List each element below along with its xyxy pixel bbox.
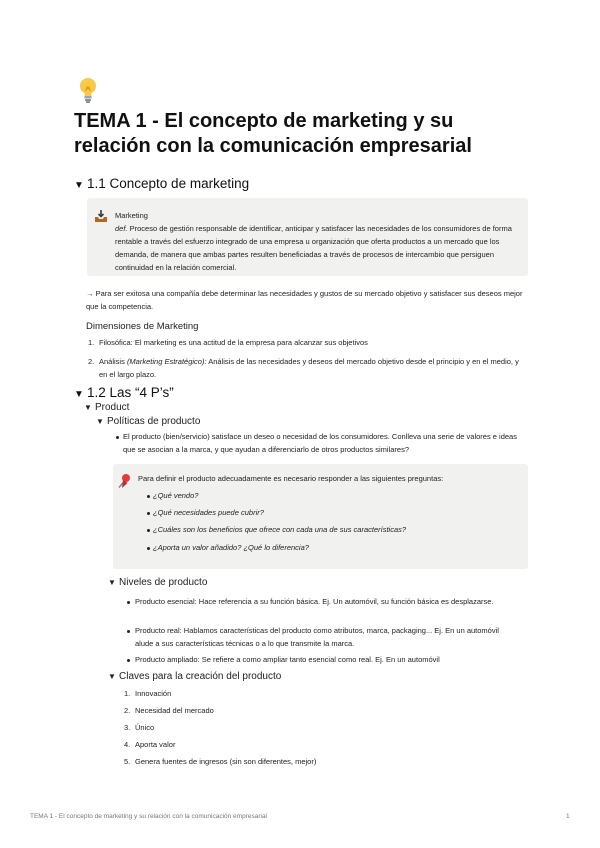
question-text: ¿Aporta un valor añadido? ¿Qué lo diferencia? (153, 543, 309, 552)
definition-text: Proceso de gestión responsable de identificar, anticipar y satisfacer las necesidades de los consumidores de forma rentable a través del esfuerzo integrado de una empresa u organización que oferta productos a un mercado que los demanda, de manera que ambas partes resulten beneficiadas a través de procesos de intercambio que persiguen continuidad en la relación comercial. (115, 224, 512, 272)
inbox-tray-icon (94, 209, 108, 223)
definition-label: def. (115, 224, 128, 233)
triangle-down-icon[interactable]: ▼ (74, 180, 84, 191)
toggle-niveles[interactable] (108, 577, 207, 588)
clave-item: Necesidad del mercado (135, 706, 214, 715)
triangle-down-icon[interactable]: ▼ (84, 403, 92, 412)
bullet-dot (127, 601, 130, 604)
success-paragraph: → Para ser exitosa una compañía debe determinar las necesidades y gustos de su mercado objetivo y satisfacer sus deseos mejor que la competencia. (86, 289, 523, 311)
toggle-niveles-label: Niveles de producto (119, 577, 208, 588)
nivel-item: Producto real: Hablamos características del producto como atributos, marca, packaging... Ej. En un automóvil alude a sus características técnicas o a lo que transmite la marca. (135, 626, 499, 648)
toggle-claves[interactable] (108, 671, 281, 682)
clave-number: 3. (124, 723, 131, 732)
dimensiones-heading: Dimensiones de Marketing (86, 321, 199, 332)
questions-callout (113, 464, 528, 569)
toggle-claves-label: Claves para la creación del producto (119, 671, 282, 682)
question-item (153, 542, 309, 555)
bullet-dot (127, 659, 130, 662)
nivel-item: Producto esencial: Hace referencia a su función básica. Ej. Un automóvil, su función básica es desplazarse. (135, 597, 494, 606)
lightbulb-icon (75, 76, 101, 104)
page-number: 1 (566, 813, 570, 820)
triangle-down-icon[interactable]: ▼ (74, 389, 84, 400)
question-item (153, 524, 406, 537)
clave-number: 4. (124, 740, 131, 749)
pushpin-icon (118, 473, 132, 489)
clave-number: 1. (124, 689, 131, 698)
dimension-text: Análisis de las necesidades y deseos del mercado objetivo desde el principio y en el medio, y en el largo plazo. (99, 357, 519, 379)
question-text: ¿Qué vendo? (153, 491, 199, 500)
toggle-product-label: Product (95, 402, 130, 413)
section-heading-1-2-label: 1.2 Las “4 P’s” (87, 385, 174, 400)
dimension-number: 2. (88, 357, 95, 366)
bullet-dot (147, 529, 150, 532)
question-item (153, 507, 264, 520)
callout-intro: Para definir el producto adecuadamente es necesario responder a las siguientes preguntas: (138, 474, 444, 483)
clave-number: 2. (124, 706, 131, 715)
politicas-bullet: El producto (bien/servicio) satisface un deseo o necesidad de los consumidores. Conlleva una serie de valores e ideas que se asocian a la marca, y que ayudan a diferenciarlo de otros productos similares? (123, 432, 517, 454)
triangle-down-icon[interactable]: ▼ (108, 578, 116, 587)
dimension-text: El marketing es una actitud de la empresa para alcanzar sus objetivos (132, 338, 368, 347)
dimension-item (99, 337, 529, 350)
dimension-item (99, 356, 527, 381)
clave-item: Genera fuentes de ingresos (sin son diferentes, mejor) (135, 757, 317, 766)
question-text: ¿Qué necesidades puede cubrir? (153, 508, 264, 517)
question-text: ¿Cuáles son los beneficios que ofrece con cada una de sus características? (153, 525, 407, 534)
section-heading-1-1[interactable] (74, 176, 249, 191)
clave-item: Aporta valor (135, 740, 176, 749)
bullet-dot (147, 547, 150, 550)
section-heading-1-2[interactable] (74, 385, 174, 400)
bullet-dot (147, 512, 150, 515)
dimension-number: 1. (88, 338, 95, 347)
bullet-dot (116, 436, 119, 439)
page-title: TEMA 1 - El concepto de marketing y su relación con la comunicación empresarial (74, 110, 472, 157)
clave-number: 5. (124, 757, 131, 766)
callout-title: Marketing (115, 211, 148, 220)
triangle-down-icon[interactable]: ▼ (108, 672, 116, 681)
triangle-down-icon[interactable]: ▼ (96, 417, 104, 426)
bullet-dot (147, 495, 150, 498)
page-footer: TEMA 1 - El concepto de marketing y su relación con la comunicación empresarial (30, 813, 267, 820)
toggle-product[interactable] (84, 402, 129, 413)
toggle-politicas-label: Políticas de producto (107, 416, 201, 427)
clave-item: Único (135, 723, 155, 732)
clave-item: Innovación (135, 689, 172, 698)
bullet-dot (127, 630, 130, 633)
dimension-label: Análisis (99, 357, 125, 366)
section-heading-1-1-label: 1.1 Concepto de marketing (87, 176, 250, 191)
dimension-label: Filosófica: (99, 338, 133, 347)
nivel-item: Producto ampliado: Se refiere a como ampliar tanto esencial como real. Ej. En un automóvil (135, 655, 440, 664)
dimension-label-em: (Marketing Estratégico): (126, 357, 207, 366)
question-item (153, 490, 198, 503)
toggle-politicas[interactable] (96, 416, 200, 427)
marketing-callout (87, 198, 528, 276)
callout-definition (115, 222, 520, 274)
